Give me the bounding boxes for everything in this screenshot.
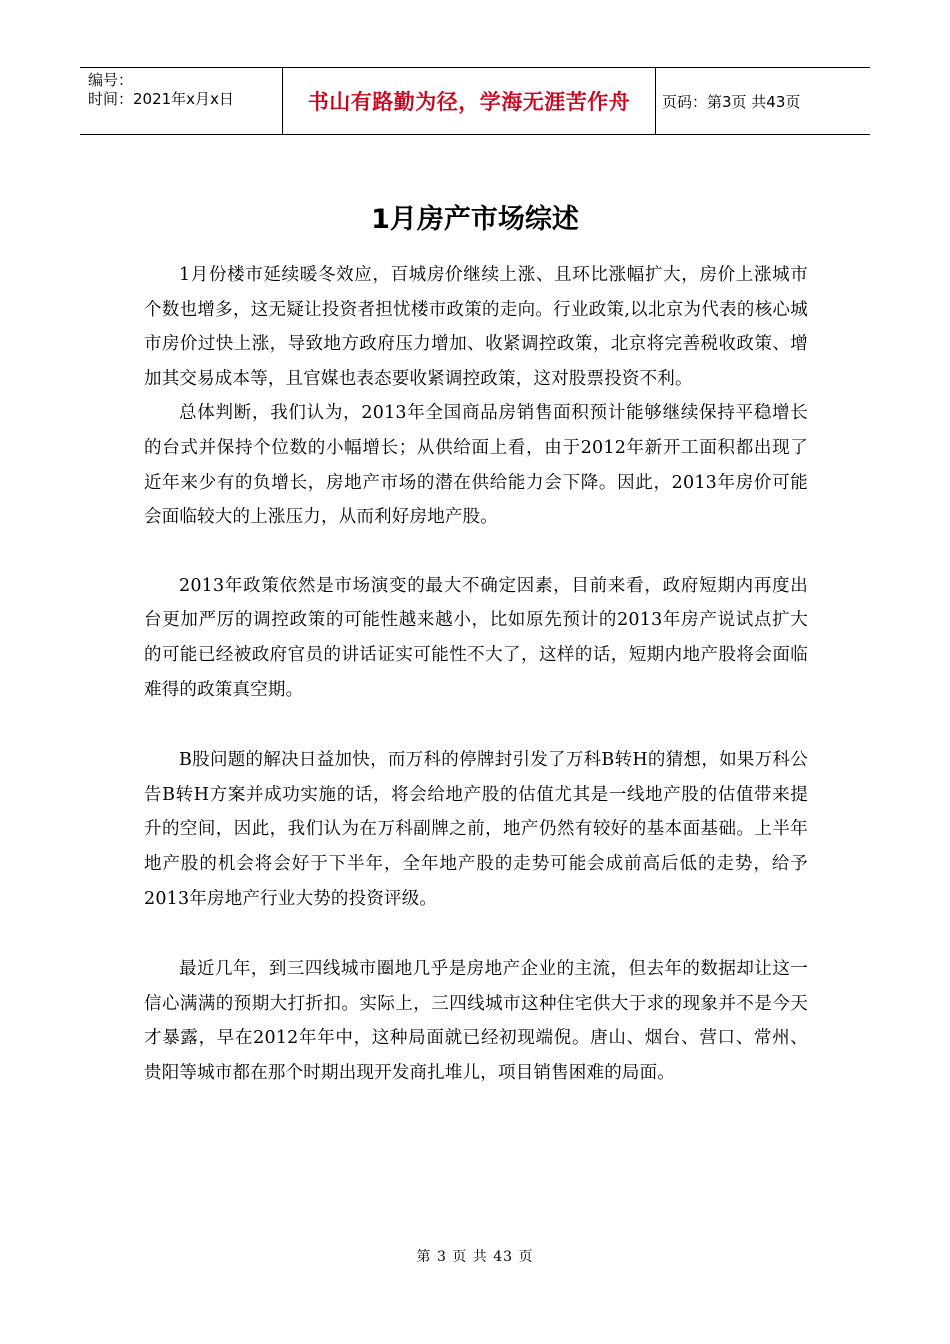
paragraph: 总体判断，我们认为，2013年全国商品房销售面积预计能够继续保持平稳增长的台式并保持个位数的小幅增长；从供给面上看，由于2012年新开工面积都出现了近年来少有的负增长，房地产市场的潜在供给能力会下降。因此，2013年房价可能会面临较大的上涨压力，从而利好房地产股。 — [144, 403, 808, 528]
paragraph: 最近几年，到三四线城市圈地几乎是房地产企业的主流，但去年的数据却让这一信心满满的预期大打折扣。实际上，三四线城市这种住宅供大于求的现象并不是今天才暴露，早在2012年年中，这种局面就已经初现端倪。唐山、烟台、营口、常州、贵阳等城市都在那个时期出现开发商扎堆儿，项目销售困难的局面。 — [144, 959, 808, 1083]
document-body — [144, 258, 808, 1090]
paragraph: 1月份楼市延续暖冬效应，百城房价继续上涨、且环比涨幅扩大，房价上涨城市个数也增多，这无疑让投资者担忧楼市政策的走向。行业政策,以北京为代表的核心城市房价过快上涨，导致地方政府压力增加、收紧调控政策，北京将完善税收政策、增加其交易成本等，且官媒也表态要收紧调控政策，这对股票投资不利。 — [144, 265, 808, 389]
document-title: 1月房产市场综述 — [371, 204, 579, 235]
document-header — [80, 67, 870, 135]
header-meta — [80, 68, 282, 134]
page-footer: 第 3 页 共 43 页 — [416, 1249, 534, 1265]
paragraph: B股问题的解决日益加快，而万科的停牌封引发了万科B转H的猜想，如果万科公告B转H方案并成功实施的话，将会给地产股的估值尤其是一线地产股的估值带来提升的空间，因此，我们认为在万科副牌之前，地产仍然有较好的基本面基础。上半年地产股的机会将会好于下半年，全年地产股的走势可能会成前高后低的走势，给予2013年房地产行业大势的投资评级。 — [144, 750, 808, 909]
paragraph: 2013年政策依然是市场演变的最大不确定因素，目前来看，政府短期内再度出台更加严厉的调控政策的可能性越来越小，比如原先预计的2013年房产说试点扩大的可能已经被政府官员的讲话证实可能性不大了，这样的话，短期内地产股将会面临难得的政策真空期。 — [144, 575, 808, 700]
header-page-info: 页码：第3页 共43页 — [662, 92, 801, 111]
header-number-label: 编号： — [88, 71, 134, 89]
header-time-label: 时间：2021年x月x日 — [88, 90, 234, 108]
header-motto: 书山有路勤为径，学海无涯苦作舟 — [282, 68, 656, 134]
